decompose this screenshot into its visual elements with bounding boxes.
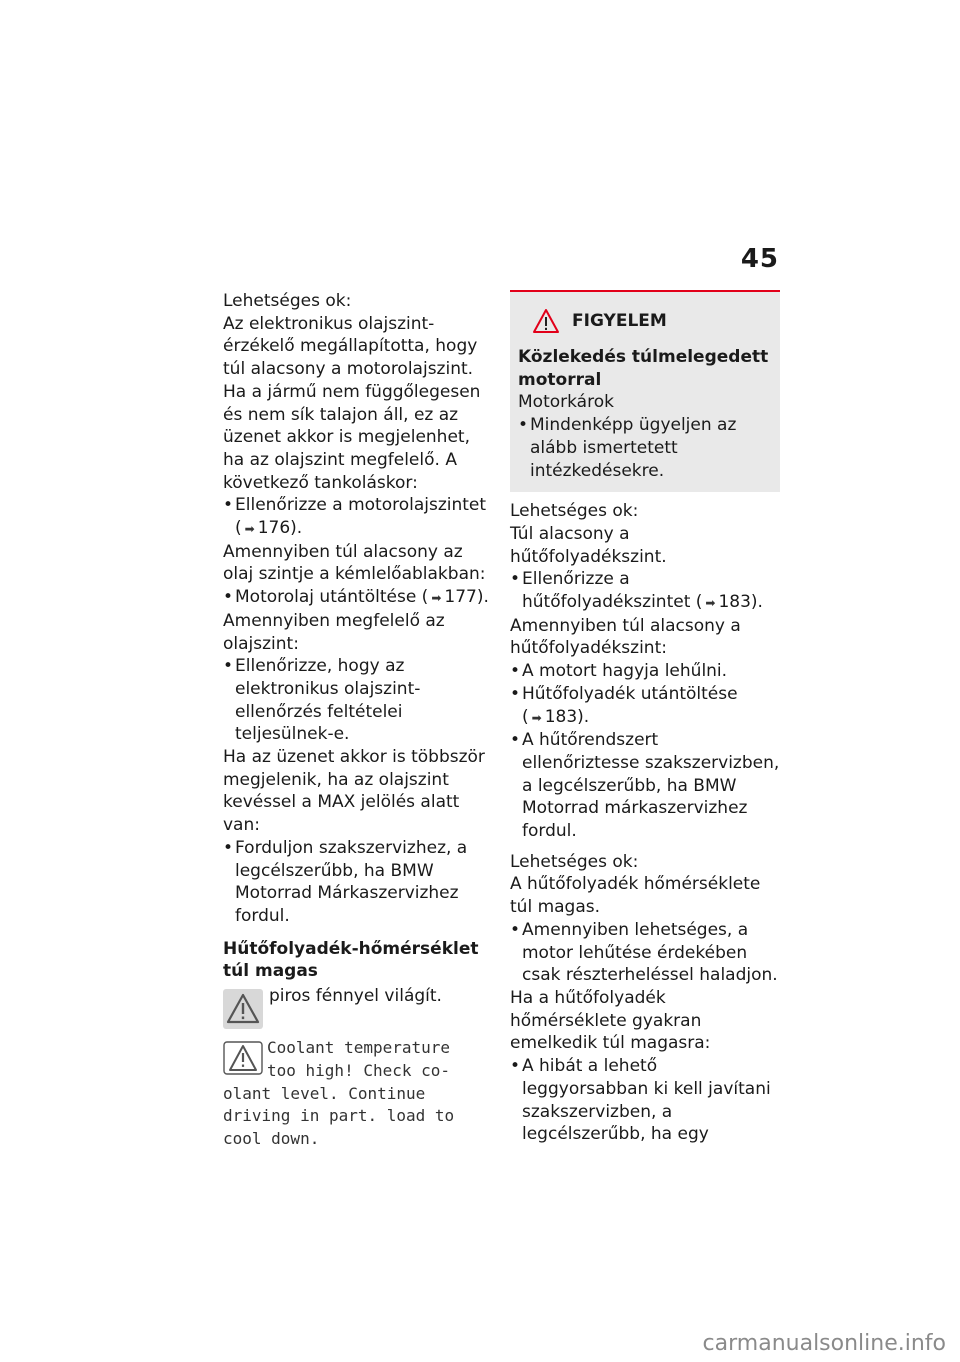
warning-triangle-icon [532,308,560,334]
reference-arrow-icon: ➡ [705,596,716,611]
oil-ok-text: Amennyiben megfelelő az olajszint: [223,610,445,654]
reference-arrow-icon: ➡ [431,591,442,606]
reference-arrow-icon: ➡ [531,710,542,725]
coolant-check-bullet [510,568,780,614]
indicator-row [223,985,490,1029]
cause-label: Lehetséges ok: [510,501,639,522]
display-message [223,1037,490,1151]
message-rest: olant level. Continue driving in part. load to cool down. [223,1083,455,1149]
oil-check-bullet: • Ellenőrizze a motorolajszintet ( ➡ 176). [223,494,490,540]
coolant-hot-text: A hűtőfolyadék hőmérséklete túl magas. [510,874,761,918]
repeat-message-text: Ha az üzenet akkor is többször megjelenik, ha az olajszint kevéssel a MAX jelölés alatt van: [223,747,485,836]
workshop-bullet: • Forduljon szakszervizhez, a legcélszerűbb, ha BMW Motorrad Márkaszervizhez fordul. [223,837,490,928]
partial-load-bullet: • Amennyiben lehetséges, a motor lehűtése érdekében csak részterheléssel haladjon. [510,919,780,987]
repair-bullet: • A hibát a lehető leggyorsabban ki kell javítani szakszervizben, a legcélszerűbb, ha egy [510,1055,780,1146]
left-column [223,290,490,1151]
page-ref[interactable]: 177). [444,587,489,608]
cause-label: Lehetséges ok: [223,291,352,311]
right-column [510,290,780,1146]
oil-sensor-text: Az elektronikus olajszint-érzékelő megállapította, hogy túl alacsony a motorolajszint. Ha a jármű nem függőlegesen és nem sík talajon áll, ez az üzenet akkor is megjelenhet, ha az olajszint megfelelő. A következő tankoláskor: [223,313,481,493]
oil-low-text: Amennyiben túl alacsony az olaj szintje a kémlelőablakban: [223,541,486,585]
caution-box [510,290,780,492]
message-line: too high! Check co- [267,1060,451,1080]
bullet-text: Ellenőrizze a hűtőfolyadékszintet ( [522,569,703,613]
page-ref[interactable]: 183). [718,592,763,613]
indicator-text: piros fénnyel világít. [269,986,442,1007]
caution-bullet: • Mindenképp ügyeljen az alább ismertetett intézkedésekre. [518,414,772,482]
oil-conditions-bullet: • Ellenőrizze, hogy az elektronikus olajszint-ellenőrzés feltételei teljesülnek-e. [223,655,490,746]
caution-sub: Motorkárok [518,392,614,413]
page-number: 45 [740,244,779,274]
cooling-system-bullet: • A hűtőrendszert ellenőriztesse szakszervizben, a legcélszerűbb, ha BMW Motorrad márkaszervizhez fordul. [510,729,780,843]
page-ref[interactable]: 176). [257,518,303,539]
coolant-low-text: Túl alacsony a hűtőfolyadékszint. [510,523,667,567]
caution-title: FIGYELEM [572,310,667,331]
warning-triangle-icon [223,1041,263,1075]
cause-label: Lehetséges ok: [510,851,639,872]
warning-triangle-icon [223,989,263,1029]
coolant-heading: Hűtőfolyadék-hőmérséklet túl magas [223,938,479,982]
frequent-overheat-text: Ha a hűtőfolyadék hőmérséklete gyakran emelkedik túl magasra: [510,987,711,1054]
bullet-text: Ellenőrizze a motorolajszintet [235,495,487,516]
bullet-text: Hűtőfolyadék utántöltése [522,683,738,704]
coolant-low-cond: Amennyiben túl alacsony a hűtőfolyadékszint: [510,615,741,659]
caution-heading: Közlekedés túlmelegedett motorral [518,347,769,390]
coolant-refill-bullet: • Hűtőfolyadék utántöltése ( ➡ 183). [510,683,780,729]
cool-down-bullet: • A motort hagyja lehűlni. [510,660,780,683]
caution-header [518,308,772,334]
reference-arrow-icon: ➡ [244,522,255,537]
message-line: Coolant temperature [267,1038,451,1058]
watermark: carmanualsonline.info [702,1331,946,1356]
page-ref[interactable]: 183). [544,706,590,727]
bullet-text: Motorolaj utántöltése [235,587,417,608]
oil-refill-bullet: • Motorolaj utántöltése ( ➡ 177). [223,586,490,610]
